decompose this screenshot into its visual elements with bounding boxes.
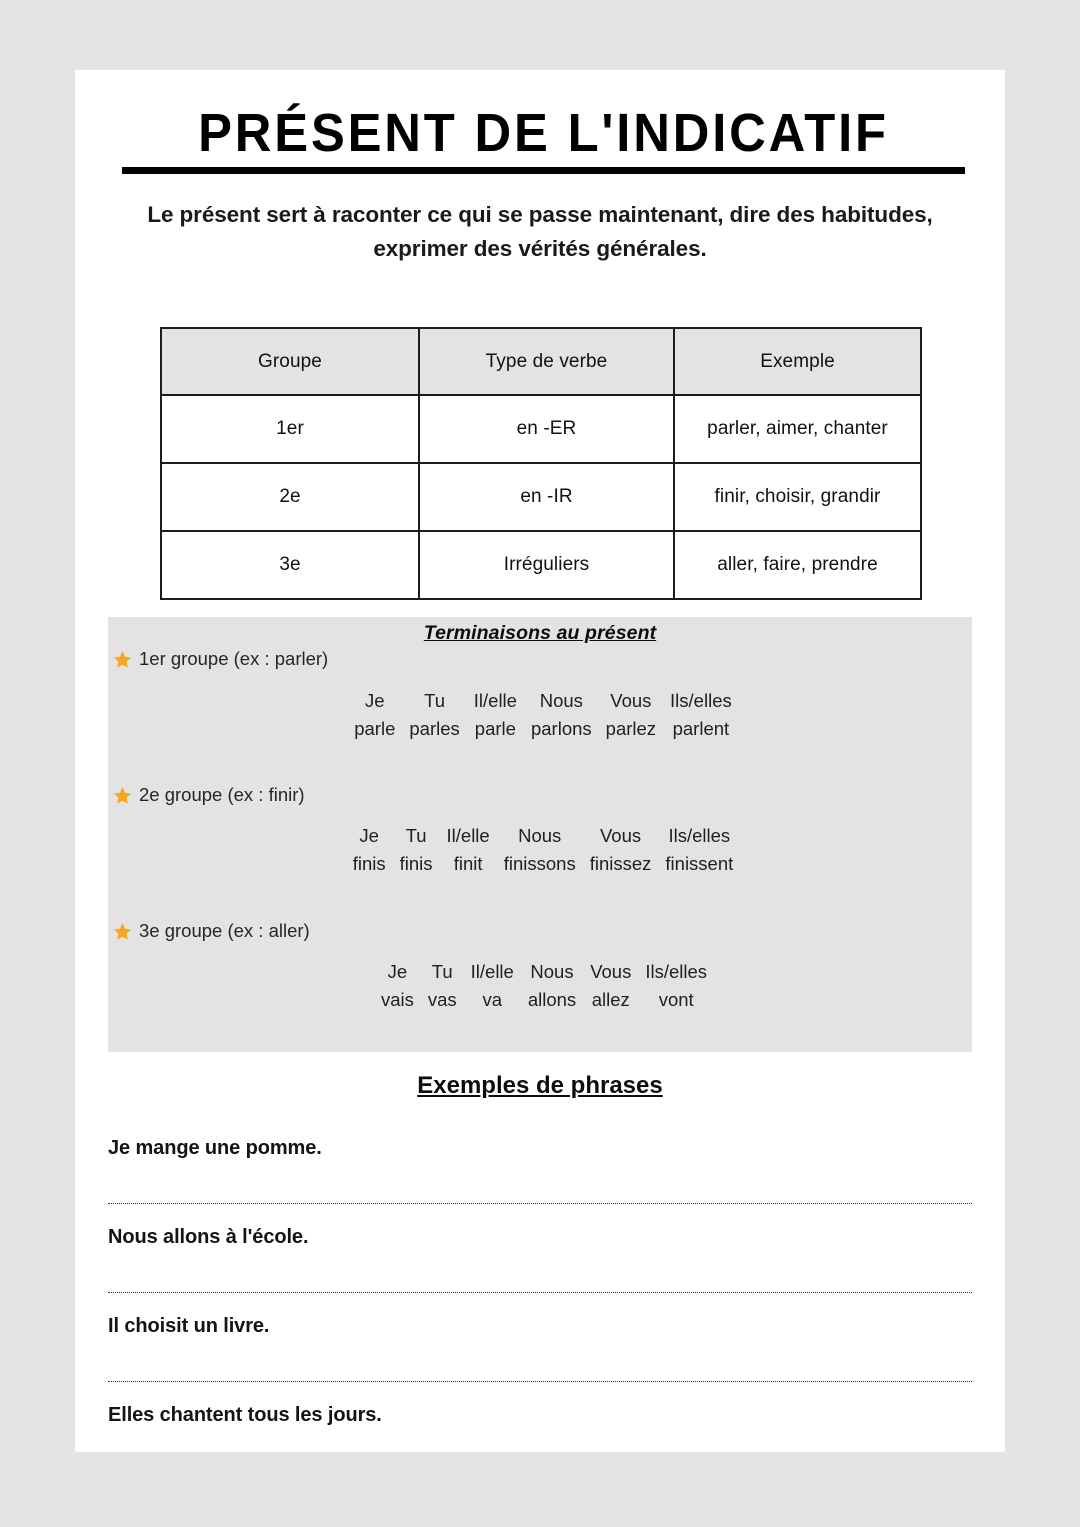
verb-groups-table — [160, 327, 922, 600]
star-icon — [113, 922, 132, 941]
pronoun: Nous — [539, 690, 583, 711]
conjugation-column — [638, 958, 714, 1014]
endings-group-3 — [108, 920, 972, 1014]
conjugation-column — [524, 687, 599, 743]
verb-form: parlez — [605, 717, 657, 739]
verb-form: finis — [399, 852, 433, 874]
endings-group-3-label-row — [108, 920, 972, 942]
pronoun: Je — [365, 690, 385, 711]
pronoun: Vous — [590, 961, 632, 982]
column-header-exemple: Exemple — [674, 328, 921, 395]
cell-exemple: finir, choisir, grandir — [674, 463, 921, 531]
endings-group-1-label: 1er groupe (ex : parler) — [139, 648, 329, 669]
cell-exemple: parler, aimer, chanter — [674, 395, 921, 463]
table-row — [161, 463, 921, 531]
pronoun: Tu — [405, 825, 427, 846]
endings-group-3-label: 3e groupe (ex : aller) — [139, 920, 310, 941]
conjugation-column — [421, 958, 464, 1014]
verb-form: finis — [352, 852, 386, 874]
list-item — [108, 1303, 972, 1392]
table-row — [161, 531, 921, 599]
title-underline-rule — [122, 167, 965, 174]
column-header-type: Type de verbe — [419, 328, 674, 395]
column-header-groupe: Groupe — [161, 328, 419, 395]
cell-type: en -ER — [419, 395, 674, 463]
pronoun: Nous — [518, 825, 562, 846]
conjugation-column — [464, 958, 521, 1014]
conjugation-column — [393, 822, 440, 878]
page-title: PRÉSENT DE L'INDICATIF — [198, 103, 889, 163]
endings-group-1-label-row — [108, 648, 972, 670]
pronoun: Tu — [424, 690, 446, 711]
endings-group-2 — [108, 784, 972, 878]
conjugation-column — [402, 687, 466, 743]
example-sentence: Il choisit un livre. — [108, 1315, 270, 1337]
verb-form: finissons — [503, 852, 576, 874]
pronoun: Je — [387, 961, 408, 982]
endings-heading: Terminaisons au présent — [423, 622, 657, 644]
example-sentences-list — [108, 1125, 972, 1481]
pronoun: Il/elle — [446, 825, 490, 846]
pronoun: Il/elle — [470, 961, 514, 982]
example-sentence: Elles chantent tous les jours. — [108, 1404, 382, 1426]
pronoun: Nous — [530, 961, 574, 982]
verb-form: finissent — [665, 852, 734, 874]
dotted-separator — [108, 1203, 972, 1204]
conjugation-column — [497, 822, 583, 878]
verb-form: parles — [409, 717, 460, 739]
star-icon — [113, 650, 132, 669]
conjugation-table-3 — [116, 958, 972, 1014]
verb-form: va — [482, 988, 503, 1010]
verb-form: parlons — [530, 717, 592, 739]
pronoun: Ils/elles — [645, 961, 708, 982]
pronoun: Ils/elles — [668, 825, 731, 846]
verb-form: finissez — [589, 852, 652, 874]
worksheet-page — [75, 70, 1005, 1452]
conjugation-column — [440, 822, 497, 878]
endings-group-1 — [108, 648, 972, 743]
verb-form: allons — [527, 988, 577, 1010]
example-sentence: Nous allons à l'école. — [108, 1226, 309, 1248]
page-title-block — [122, 103, 965, 174]
cell-groupe: 1er — [161, 395, 419, 463]
conjugation-column — [663, 687, 739, 743]
pronoun: Il/elle — [473, 690, 517, 711]
verb-form: parlent — [672, 717, 730, 739]
verb-form: vais — [380, 988, 414, 1010]
conjugation-table-2 — [114, 822, 972, 878]
intro-paragraph: Le présent sert à raconter ce qui se passe maintenant, dire des habitudes, exprimer des vérités générales. — [147, 202, 933, 262]
conjugation-table-1 — [114, 687, 972, 743]
verb-form: finit — [453, 852, 483, 874]
verb-form: allez — [591, 988, 630, 1010]
verb-form: parle — [474, 717, 516, 739]
conjugation-column — [583, 958, 638, 1014]
verb-form: vas — [427, 988, 457, 1010]
list-item — [108, 1214, 972, 1303]
list-item — [108, 1392, 972, 1481]
list-item — [108, 1125, 972, 1214]
example-sentence: Je mange une pomme. — [108, 1137, 322, 1159]
conjugation-column — [658, 822, 740, 878]
conjugation-column — [346, 822, 393, 878]
conjugation-column — [599, 687, 663, 743]
dotted-separator — [108, 1292, 972, 1293]
cell-groupe: 3e — [161, 531, 419, 599]
conjugation-column — [583, 822, 659, 878]
cell-exemple: aller, faire, prendre — [674, 531, 921, 599]
conjugation-column — [467, 687, 524, 743]
conjugation-column — [347, 687, 402, 743]
pronoun: Je — [359, 825, 379, 846]
verb-form: parle — [354, 717, 396, 739]
endings-panel — [108, 617, 972, 1052]
cell-groupe: 2e — [161, 463, 419, 531]
conjugation-column — [521, 958, 583, 1014]
pronoun: Vous — [610, 690, 652, 711]
table-row — [161, 395, 921, 463]
examples-heading: Exemples de phrases — [417, 1072, 663, 1099]
endings-group-2-label: 2e groupe (ex : finir) — [139, 784, 305, 805]
endings-group-2-label-row — [108, 784, 972, 806]
conjugation-column — [374, 958, 421, 1014]
verb-form: vont — [658, 988, 694, 1010]
dotted-separator — [108, 1381, 972, 1382]
cell-type: en -IR — [419, 463, 674, 531]
pronoun: Vous — [599, 825, 642, 846]
cell-type: Irréguliers — [419, 531, 674, 599]
star-icon — [113, 786, 132, 805]
table-header-row — [161, 328, 921, 395]
pronoun: Tu — [431, 961, 453, 982]
pronoun: Ils/elles — [670, 690, 732, 711]
